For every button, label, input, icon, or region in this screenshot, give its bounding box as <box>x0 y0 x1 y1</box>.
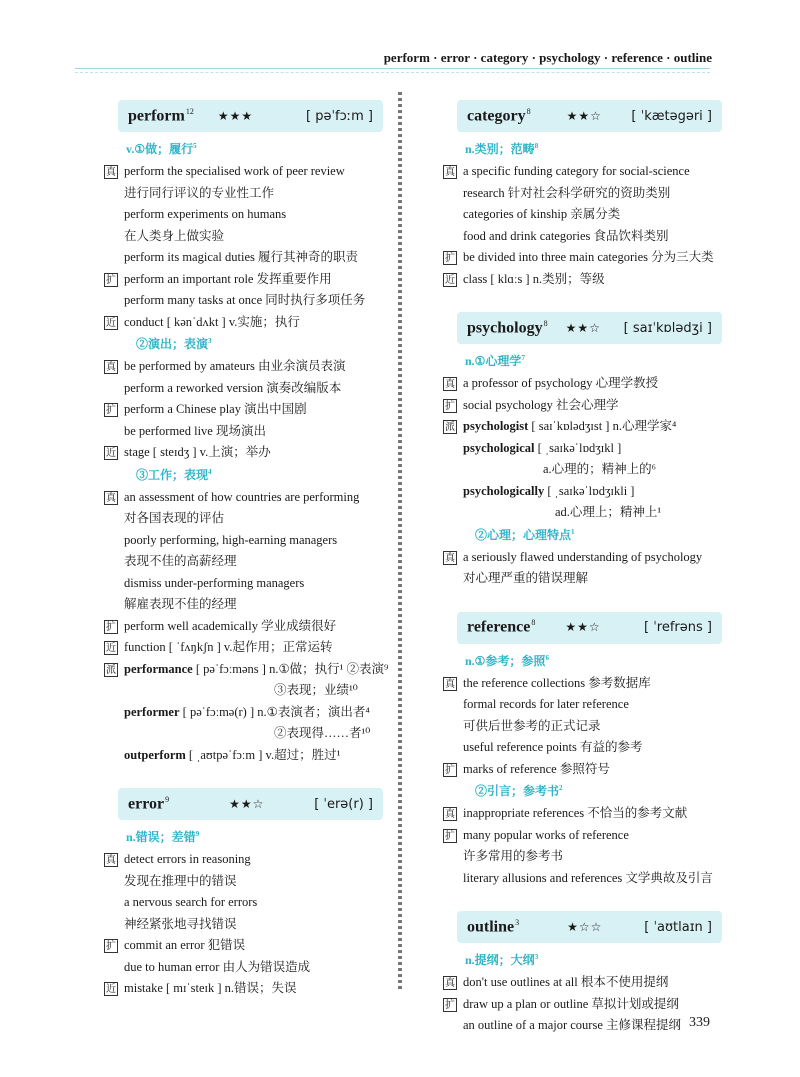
frequency-stars: ★★☆ <box>565 320 601 335</box>
entry-psychology <box>443 312 725 590</box>
example: perform a Chinese play 演出中国剧 <box>124 402 307 416</box>
example: 进行同行评议的专业性工作 <box>124 185 275 200</box>
example: a nervous search for errors <box>124 895 258 909</box>
entry-reference <box>443 612 725 890</box>
derivative-cont: ad.心理上；精神上¹ <box>555 505 662 519</box>
running-header <box>0 0 800 80</box>
tag-jin: 近 <box>106 317 116 329</box>
synonym: conduct [ kənˈdʌkt ] v.实施；执行 <box>124 314 300 329</box>
example: 解雇表现不佳的经理 <box>124 597 237 611</box>
derivative-cont: ③表现；业绩¹⁰ <box>274 683 358 697</box>
page-number: 339 <box>689 1015 710 1030</box>
sense-label: n.①心理学$^7$ <box>465 354 525 368</box>
tag-kuo: 扩 <box>445 830 455 842</box>
header-title: perform · error · category · psychology · reference · outline <box>383 50 712 65</box>
example: a professor of psychology 心理学教授 <box>463 376 659 390</box>
entry-error <box>104 788 384 1000</box>
synonym: mistake [ mɪˈsteɪk ] n.错误；失误 <box>124 981 297 995</box>
headword: perform$^{12}$ <box>128 106 194 125</box>
example: a specific funding category for social-science <box>463 164 690 178</box>
headword: psychology$^8$ <box>467 318 548 337</box>
example: literary allusions and references 文学典故及引言 <box>463 870 713 885</box>
tag-kuo: 扩 <box>106 621 116 633</box>
tag-zhen: 真 <box>106 855 116 866</box>
headword: reference$^8$ <box>467 618 536 636</box>
derivative-cont: a.心理的；精神上的⁶ <box>543 462 657 476</box>
example: an assessment of how countries are performing <box>124 489 360 504</box>
sense-label: n.提纲；大纲$^3$ <box>465 953 539 967</box>
example: 可供后世参考的正式记录 <box>463 718 601 733</box>
tag-zhen: 真 <box>106 167 116 178</box>
entry-category <box>443 100 725 290</box>
example: 对心理严重的错误理解 <box>463 571 589 585</box>
headword-box <box>457 612 722 644</box>
column-divider <box>396 92 404 992</box>
tag-jin: 近 <box>106 643 116 654</box>
phonetic: [ ˈrefrəns ] <box>644 620 712 635</box>
example: perform many tasks at once 同时执行多项任务 <box>124 293 366 307</box>
example: useful reference points 有益的参考 <box>463 740 643 754</box>
header-rule <box>75 68 710 69</box>
synonym: stage [ steɪdʒ ] v.上演；举办 <box>124 445 271 459</box>
example: 发现在推理中的错误 <box>124 873 237 888</box>
tag-kuo: 扩 <box>445 764 455 776</box>
tag-zhen: 真 <box>445 678 455 690</box>
tag-zhen: 真 <box>106 362 116 373</box>
sense-label: n.①参考；参照$^6$ <box>465 653 549 668</box>
derivative: psychological [ ˌsaɪkəˈlɒdʒɪkl ] <box>463 440 622 455</box>
tag-kuo: 扩 <box>445 400 455 412</box>
example: perform its magical duties 履行其神奇的职责 <box>124 250 358 264</box>
frequency-stars: ★★☆ <box>565 620 601 634</box>
example: the reference collections 参考数据库 <box>463 675 651 690</box>
example: draw up a plan or outline 草拟计划或提纲 <box>463 996 679 1011</box>
example: food and drink categories 食品饮料类别 <box>463 228 669 243</box>
example: social psychology 社会心理学 <box>463 397 619 412</box>
example: perform the specialised work of peer review <box>124 164 345 178</box>
left-column <box>104 100 389 1022</box>
tag-jin: 近 <box>106 984 116 995</box>
sense-label: ②心理；心理特点$^1$ <box>475 527 575 542</box>
example: detect errors in reasoning <box>124 852 251 866</box>
frequency-stars: ★☆☆ <box>567 919 603 934</box>
headword: category$^8$ <box>467 106 531 125</box>
example: perform a reworked version 演奏改编版本 <box>124 380 342 395</box>
example: be divided into three main categories 分为三大类 <box>463 250 714 264</box>
frequency-stars: ★★☆ <box>566 108 602 123</box>
tag-zhen: 真 <box>445 379 455 390</box>
tag-zhen: 真 <box>445 978 455 989</box>
phonetic: [ saɪˈkɒlədʒi ] <box>623 320 712 336</box>
phonetic: [ ˈaʊtlaɪn ] <box>644 919 712 935</box>
headword: outline$^3$ <box>467 917 520 936</box>
derivative: performance [ pəˈfɔːməns ] n.①做；执行¹ ②表演⁹ <box>124 661 389 676</box>
tag-zhen: 真 <box>445 167 455 178</box>
tag-zhen: 真 <box>445 809 455 820</box>
headword-box <box>118 788 383 820</box>
tag-kuo: 扩 <box>445 253 455 264</box>
example: formal records for later reference <box>463 697 629 711</box>
derivative: outperform [ ˌaʊtpəˈfɔːm ] v.超过；胜过¹ <box>124 747 341 762</box>
phonetic: [ ˈkætəgəri ] <box>631 108 712 124</box>
frequency-stars: ★★★ <box>217 108 254 123</box>
sense-label: ③工作；表现$^4$ <box>136 467 212 482</box>
headword-box <box>118 100 383 132</box>
tag-zhen: 真 <box>445 552 455 564</box>
example: be performed live 现场演出 <box>124 423 266 438</box>
derivative: psychologist [ saɪˈkɒlədʒɪst ] n.心理学家⁴ <box>463 419 677 433</box>
synonym: function [ ˈfʌŋkʃn ] v.起作用；正常运转 <box>124 640 333 654</box>
tag-jin: 近 <box>106 448 116 459</box>
example: perform an important role 发挥重要作用 <box>124 271 332 286</box>
example: a seriously flawed understanding of psychology <box>463 549 703 564</box>
headword-box <box>457 911 722 943</box>
derivative-cont: ②表现得……者¹⁰ <box>274 726 371 740</box>
example: many popular works of reference <box>463 827 629 842</box>
example: an outline of a major course 主修课程提纲 <box>463 1018 682 1032</box>
tag-pai: 派 <box>445 422 455 433</box>
phonetic: [ pəˈfɔːm ] <box>306 108 373 124</box>
tag-zhen: 真 <box>106 492 116 504</box>
example: poorly performing, high-earning managers <box>124 532 338 547</box>
derivative: psychologically [ ˌsaɪkəˈlɒdʒɪkli ] <box>463 483 635 498</box>
tag-pai: 派 <box>106 664 116 676</box>
phonetic: [ ˈerə(r) ] <box>314 796 373 812</box>
sense-label: n.类别；范畴$^8$ <box>465 142 539 156</box>
example: commit an error 犯错误 <box>124 938 246 952</box>
headword-box <box>457 312 722 344</box>
example: be performed by amateurs 由业余演员表演 <box>124 359 346 373</box>
example: perform well academically 学业成绩很好 <box>124 618 337 633</box>
sense-label: n.错误；差错$^9$ <box>126 830 200 844</box>
headword: error$^9$ <box>128 794 170 813</box>
tag-kuo: 扩 <box>106 941 116 952</box>
synonym: class [ klɑːs ] n.类别；等级 <box>463 271 605 286</box>
frequency-stars: ★★☆ <box>229 796 265 811</box>
sense-label: ②引言；参考书$^2$ <box>475 784 563 798</box>
derivative: performer [ pəˈfɔːmə(r) ] n.①表演者；演出者⁴ <box>124 704 370 719</box>
right-column <box>443 100 725 1059</box>
tag-jin: 近 <box>445 274 455 286</box>
example: research 针对社会科学研究的资助类别 <box>463 185 671 200</box>
tag-kuo: 扩 <box>445 999 455 1011</box>
tag-kuo: 扩 <box>106 405 116 416</box>
example: 许多常用的参考书 <box>463 849 564 863</box>
example: 在人类身上做实验 <box>124 228 225 243</box>
header-rule-dashed <box>75 72 710 73</box>
example: due to human error 由人为错误造成 <box>124 959 311 974</box>
example: don't use outlines at all 根本不使用提纲 <box>463 975 669 989</box>
entry-outline <box>443 911 725 1037</box>
example: dismiss under-performing managers <box>124 575 305 590</box>
example: perform experiments on humans <box>124 207 287 221</box>
example: inappropriate references 不恰当的参考文献 <box>463 806 688 820</box>
example: marks of reference 参照符号 <box>463 761 610 776</box>
example: categories of kinship 亲属分类 <box>463 207 621 221</box>
headword-box <box>457 100 722 132</box>
example: 神经紧张地寻找错误 <box>124 916 237 931</box>
example: 对各国表现的评估 <box>124 511 225 525</box>
sense-label: ②演出；表演$^3$ <box>136 337 212 351</box>
entry-perform <box>104 100 389 766</box>
sense-label: v.①做；履行$^5$ <box>126 142 197 156</box>
tag-kuo: 扩 <box>106 274 116 286</box>
example: 表现不佳的高薪经理 <box>124 554 237 568</box>
